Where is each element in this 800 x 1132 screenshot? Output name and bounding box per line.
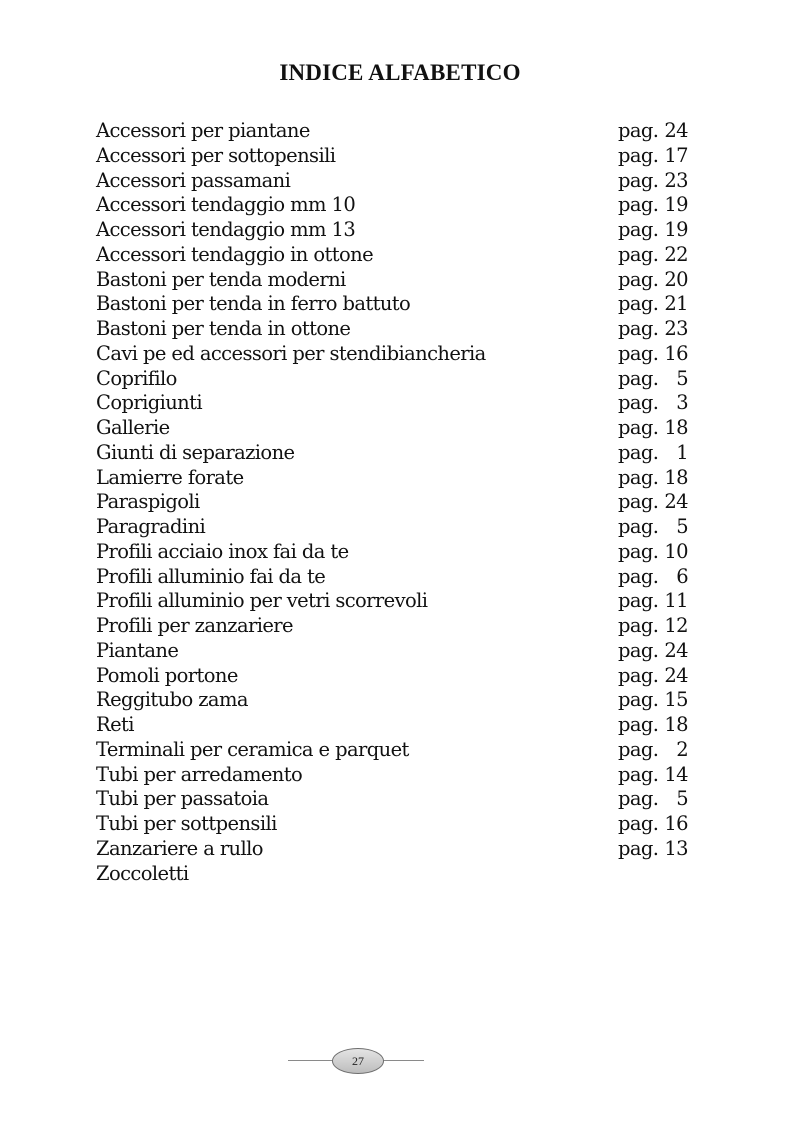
index-entry <box>96 812 696 837</box>
index-entry <box>96 391 696 416</box>
index-entry <box>96 787 696 812</box>
page-number: 1 <box>676 440 688 464</box>
pag-label: pag. <box>618 366 659 390</box>
pag-label: pag. <box>618 589 659 613</box>
index-entry <box>96 342 696 367</box>
page-number: 16 <box>664 812 688 835</box>
index-entry <box>96 367 696 392</box>
entry-name: Profili alluminio per vetri scorrevoli <box>96 589 428 613</box>
page-footer <box>288 1048 428 1074</box>
entry-name: Accessori tendaggio mm 13 <box>96 218 356 241</box>
entry-name: Paraspigoli <box>96 490 200 514</box>
footer-rule-left <box>288 1060 334 1061</box>
pag-label: pag. <box>618 490 659 514</box>
index-entry <box>96 193 696 218</box>
pag-label: pag. <box>618 168 659 192</box>
index-entry <box>96 490 696 515</box>
page-number: 23 <box>664 317 688 340</box>
pag-label: pag. <box>618 539 659 563</box>
entry-name: Coprigiunti <box>96 391 203 415</box>
page-number: 17 <box>664 143 688 167</box>
page-title: INDICE ALFABETICO <box>279 60 521 85</box>
pag-label: pag. <box>618 416 659 439</box>
index-entry <box>96 218 696 243</box>
page-number: 20 <box>664 267 688 291</box>
index-entry <box>96 466 696 491</box>
pag-label: pag. <box>618 762 659 786</box>
index-entry <box>96 169 696 194</box>
index-entry <box>96 515 696 540</box>
index-entry <box>96 738 696 763</box>
footer-rule-right <box>382 1060 424 1061</box>
pag-label: pag. <box>618 317 659 340</box>
pag-label: pag. <box>618 119 659 142</box>
index-entry <box>96 243 696 268</box>
page-number: 5 <box>676 787 688 811</box>
index-entry <box>96 119 696 144</box>
index-entry <box>96 688 696 713</box>
page-number: 18 <box>664 465 688 489</box>
index-entry <box>96 317 696 342</box>
index-entry <box>96 862 696 887</box>
page-number: 22 <box>664 242 688 266</box>
page-number: 19 <box>664 218 688 241</box>
pag-label: pag. <box>618 713 659 736</box>
entry-name: Giunti di separazione <box>96 440 295 464</box>
pag-label: pag. <box>618 638 659 662</box>
entry-name: Accessori passamani <box>96 168 291 192</box>
page-number: 24 <box>664 638 688 662</box>
pag-label: pag. <box>618 787 659 811</box>
entry-name: Lamierre forate <box>96 465 244 489</box>
index-entry <box>96 713 696 738</box>
pag-label: pag. <box>618 218 659 241</box>
page-number: 10 <box>664 539 688 563</box>
index-entry <box>96 664 696 689</box>
page-number: 2 <box>676 737 688 761</box>
entry-name: Coprifilo <box>96 366 177 390</box>
page-number: 24 <box>664 490 688 514</box>
entry-name: Terminali per ceramica e parquet <box>96 737 409 761</box>
pag-label: pag. <box>618 614 659 637</box>
entry-name: Pomoli portone <box>96 663 238 687</box>
entry-name: Tubi per passatoia <box>96 787 269 811</box>
pag-label: pag. <box>618 143 659 167</box>
page-number: 24 <box>664 119 688 142</box>
page-number: 24 <box>664 663 688 687</box>
index-entry <box>96 144 696 169</box>
index-entry <box>96 292 696 317</box>
entry-name: Bastoni per tenda in ottone <box>96 317 351 340</box>
index-entry <box>96 614 696 639</box>
page-number: 18 <box>664 713 688 736</box>
page-number: 16 <box>664 341 688 365</box>
entry-name: Tubi per arredamento <box>96 762 303 786</box>
pag-label: pag. <box>618 515 659 538</box>
entry-name: Accessori tendaggio mm 10 <box>96 193 356 217</box>
entry-name: Profili per zanzariere <box>96 614 293 637</box>
entry-name: Reti <box>96 713 134 736</box>
pag-label: pag. <box>618 663 659 687</box>
pag-label: pag. <box>618 440 659 464</box>
entry-name: Zoccoletti <box>96 861 189 885</box>
entry-name: Gallerie <box>96 416 170 439</box>
index-entry <box>96 763 696 788</box>
entry-name: Piantane <box>96 638 179 662</box>
index-entry <box>96 565 696 590</box>
page-number: 12 <box>664 614 688 637</box>
pag-label: pag. <box>618 267 659 291</box>
index-entry <box>96 540 696 565</box>
index-entry <box>96 639 696 664</box>
page-number: 14 <box>664 762 688 786</box>
pag-label: pag. <box>618 465 659 489</box>
page-number: 21 <box>664 292 688 316</box>
pag-label: pag. <box>618 391 659 415</box>
entry-name: Profili acciaio inox fai da te <box>96 539 349 563</box>
page-number-badge: 27 <box>332 1048 384 1074</box>
entry-name: Accessori per piantane <box>96 119 310 142</box>
pag-label: pag. <box>618 292 659 316</box>
entry-name: Bastoni per tenda moderni <box>96 267 346 291</box>
entry-name: Bastoni per tenda in ferro battuto <box>96 292 411 316</box>
pag-label: pag. <box>618 812 659 835</box>
entry-name: Tubi per sottpensili <box>96 812 277 835</box>
pag-label: pag. <box>618 242 659 266</box>
pag-label: pag. <box>618 836 659 860</box>
entry-name: Reggitubo zama <box>96 688 248 712</box>
page-number: 11 <box>664 589 688 613</box>
pag-label: pag. <box>618 564 659 588</box>
pag-label: pag. <box>618 341 659 365</box>
page-number: 3 <box>676 391 688 415</box>
page-number: 18 <box>664 416 688 439</box>
page-number: 13 <box>664 836 688 860</box>
entry-name: Zanzariere a rullo <box>96 836 263 860</box>
index-entry <box>96 589 696 614</box>
entry-name: Accessori per sottopensili <box>96 143 336 167</box>
entry-name: Cavi pe ed accessori per stendibiancheria <box>96 341 486 365</box>
entry-name: Paragradini <box>96 515 206 538</box>
index-entry <box>96 837 696 862</box>
pag-label: pag. <box>618 193 659 217</box>
page-number: 15 <box>664 688 688 712</box>
page-number: 23 <box>664 168 688 192</box>
page-number: 5 <box>676 515 688 538</box>
entry-name: Profili alluminio fai da te <box>96 564 326 588</box>
index-list <box>96 119 696 886</box>
page-number: 6 <box>676 564 688 588</box>
index-entry <box>96 416 696 441</box>
page-number: 19 <box>664 193 688 217</box>
entry-name: Accessori tendaggio in ottone <box>96 242 374 266</box>
index-entry <box>96 268 696 293</box>
page-number: 5 <box>676 366 688 390</box>
pag-label: pag. <box>618 737 659 761</box>
index-entry <box>96 441 696 466</box>
pag-label: pag. <box>618 688 659 712</box>
